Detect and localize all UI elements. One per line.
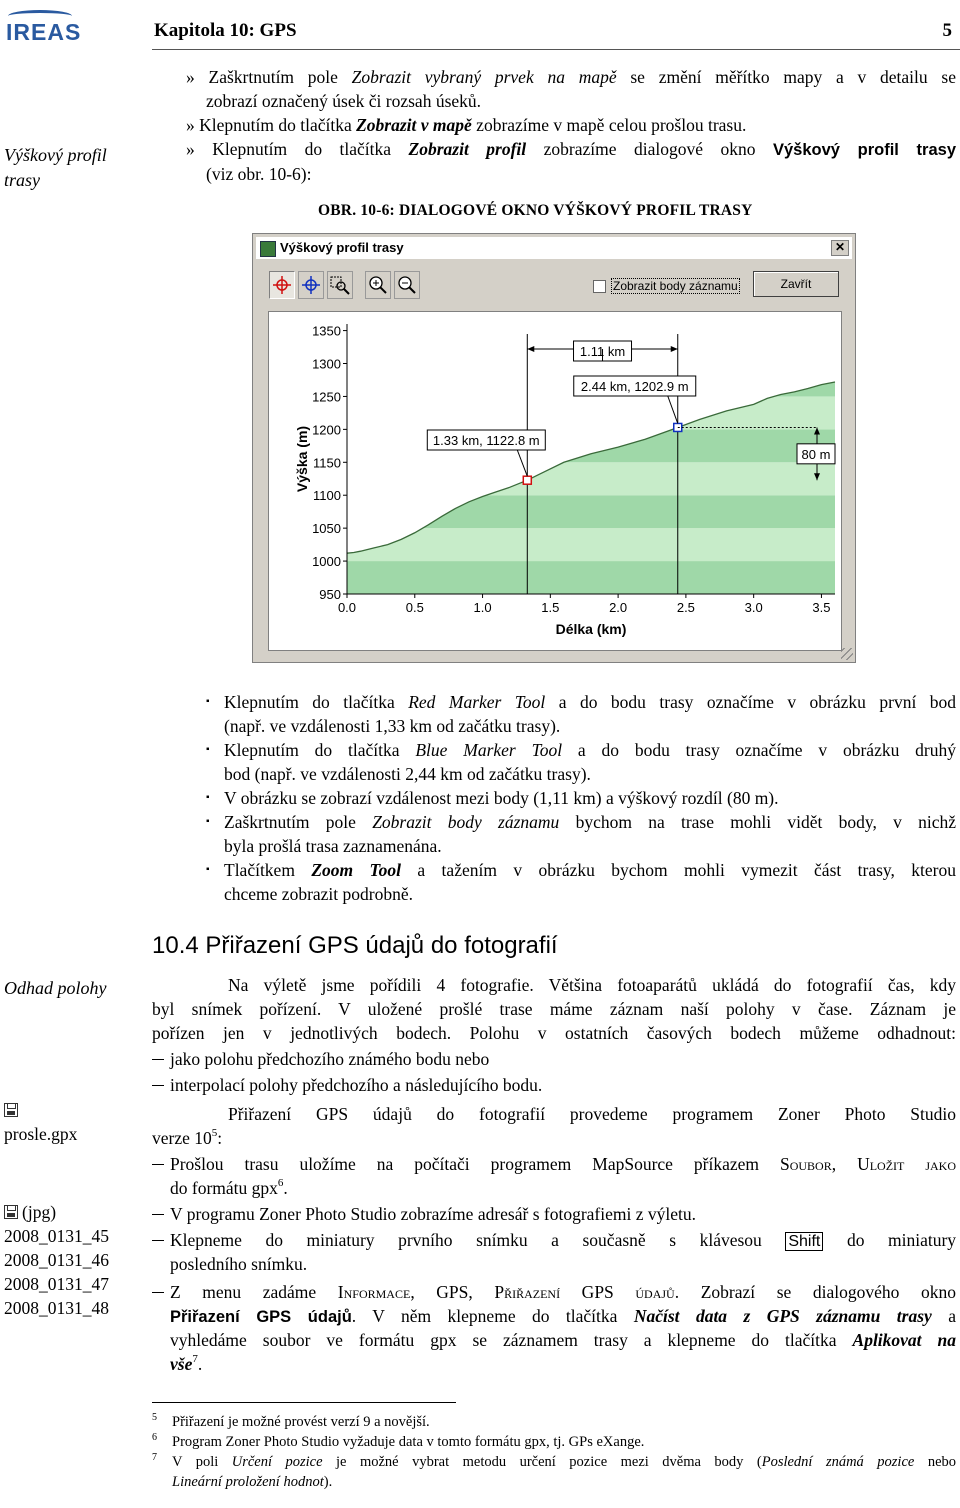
x-tick-label: 2.5 xyxy=(676,600,695,615)
intro-text: Klepnutím do tlačítka xyxy=(212,139,409,159)
step-text: do miniatury xyxy=(846,1230,957,1250)
step-text: . Zobrazí se dialogového okno xyxy=(674,1282,956,1302)
intro-text-bold: Zobrazit profil xyxy=(408,139,527,159)
red-marker-label: 1.33 km, 1122.8 m xyxy=(432,433,540,448)
x-tick-label: 1.5 xyxy=(541,600,560,615)
fn-text: nebo xyxy=(914,1454,957,1470)
dash-item: jako polohu předchozího známého bodu nebo xyxy=(170,1049,490,1069)
bullet-square-icon: ▪ xyxy=(206,696,210,707)
blue-marker-label: 2.44 km, 1202.9 m xyxy=(580,379,689,394)
ireas-logo xyxy=(6,8,82,50)
bullet-item-cont: chceme zobrazit podrobně. xyxy=(224,884,414,904)
step-text: , GPS, xyxy=(410,1282,495,1302)
paragraph-line: pořízen jen v jednotlivých bodech. Polohu v ostatních časových bodech můžeme odhadnout: xyxy=(152,1023,956,1043)
y-tick-label: 1200 xyxy=(312,422,341,438)
button-name: vše xyxy=(170,1354,193,1374)
margin-file-item: 2008_0131_47 xyxy=(4,1274,109,1294)
button-name: Aplikovat na xyxy=(852,1330,957,1350)
bullet-item-cont: bod (např. ve vzdálenosti 2,44 km od začátku trasy). xyxy=(224,764,591,784)
step-item-cont: posledního snímku. xyxy=(170,1254,308,1274)
step-text: vyhledáme soubor ve formátu gpx se záznamem trasy a klepneme do tlačítka xyxy=(170,1330,853,1350)
step-text: . xyxy=(197,1354,203,1374)
y-tick-label: 1150 xyxy=(313,455,341,471)
x-tick-label: 2.0 xyxy=(609,600,628,615)
y-tick-label: 1300 xyxy=(312,356,341,372)
dash-marker xyxy=(152,1164,164,1165)
dialog-name: Přiřazení GPS údajů xyxy=(170,1308,352,1326)
step-text: . V něm klepneme do tlačítka xyxy=(351,1306,634,1326)
button-name: Načíst data z GPS záznamu trasy xyxy=(633,1306,932,1326)
margin-note-profile xyxy=(4,143,107,193)
dash-marker xyxy=(152,1214,164,1215)
step-item xyxy=(170,1152,956,1176)
y-tick-label: 1050 xyxy=(312,521,341,537)
footnote-text: Přiřazení je možné provést verzí 9 a novější. xyxy=(172,1414,430,1430)
x-tick-label: 1.0 xyxy=(473,600,492,615)
menu-command: Soubor xyxy=(779,1154,832,1174)
intro-item xyxy=(186,113,956,137)
x-tick-label: 0.0 xyxy=(337,600,357,615)
intro-text: Zaškrtnutím pole xyxy=(208,67,352,87)
step-item-cont xyxy=(170,1176,288,1200)
paragraph-line: Na výletě jsme pořídili 4 fotografie. Většina fotoaparátů ukládá do fotografií čas, kdy xyxy=(228,975,956,995)
step-text: Z menu zadáme xyxy=(170,1282,338,1302)
raquo-symbol: » xyxy=(186,115,195,135)
intro-item xyxy=(186,137,956,162)
y-tick-label: 1100 xyxy=(313,488,341,504)
bullet-text: Klepnutím do tlačítka xyxy=(224,692,409,712)
bullet-square-icon: ▪ xyxy=(206,792,210,803)
footnote-text xyxy=(172,1452,956,1472)
footnote-ref: 7 xyxy=(192,1353,198,1365)
margin-file-label: (jpg) xyxy=(22,1202,57,1222)
footnote-number: 5 xyxy=(152,1412,157,1423)
y-tick-label: 1000 xyxy=(312,554,341,570)
intro-text: zobrazíme v mapě celou prošlou trasu. xyxy=(471,115,747,135)
bullet-text: Klepnutím do tlačítka xyxy=(224,740,416,760)
margin-file-name: prosle.gpx xyxy=(4,1124,78,1144)
bullet-text: bychom na trase mohli vidět body, v nichž xyxy=(559,812,956,832)
x-tick-label: 3.5 xyxy=(812,600,831,615)
menu-command: Informace xyxy=(337,1282,411,1302)
zoom-in-icon xyxy=(366,272,390,298)
bullet-item xyxy=(224,858,956,882)
intro-text-italic: Zobrazit vybraný prvek na mapě xyxy=(351,67,617,87)
step-text: a xyxy=(931,1306,956,1326)
intro-text: se změní měřítko mapy a v detailu se xyxy=(616,67,956,87)
raquo-symbol: » xyxy=(186,139,195,159)
zoom-tool-icon xyxy=(328,272,352,298)
elevation-band xyxy=(347,528,835,561)
intro-item xyxy=(186,65,956,89)
blue-marker-tool-button[interactable] xyxy=(298,271,324,299)
dash-marker xyxy=(152,1292,164,1293)
red-marker-tool-button[interactable] xyxy=(269,271,295,299)
bullet-item-cont: byla prošlá trasa zaznamenána. xyxy=(224,836,442,856)
bullet-item-cont: (např. ve vzdálenosti 1,33 km od začátku trasy). xyxy=(224,716,561,736)
red-marker-icon xyxy=(270,272,294,298)
intro-text-bold: Zobrazit v mapě xyxy=(356,115,472,135)
bullet-text: a tažením v obrázku bychom mohli vymezit část trasy, kterou xyxy=(401,860,956,880)
dialog-titlebar[interactable] xyxy=(256,237,852,259)
section-paragraph-1-cont xyxy=(152,997,956,1045)
dialog-title: Výškový profil trasy xyxy=(280,240,404,255)
elevation-profile-dialog xyxy=(252,233,856,663)
bullet-text-italic: Red Marker Tool xyxy=(408,692,546,712)
margin-note-line: Výškový profil xyxy=(4,145,107,165)
bullet-text-bold: Zoom Tool xyxy=(311,860,401,880)
dash-marker xyxy=(152,1085,164,1086)
zoom-in-button[interactable] xyxy=(365,271,391,299)
bullet-text: a do bodu trasy označíme v obrázku druhý xyxy=(562,740,957,760)
intro-list xyxy=(186,65,956,186)
show-points-checkbox[interactable] xyxy=(593,280,606,293)
step-item-cont xyxy=(170,1352,202,1376)
paragraph-text: : xyxy=(217,1128,223,1148)
paragraph-line: byl snímek pořízení. V uložené prošlé trase máme záznam naší polohy v čase. Záznam je xyxy=(152,999,956,1019)
raquo-symbol: » xyxy=(186,67,195,87)
margin-note-position: Odhad polohy xyxy=(4,978,107,998)
fn-text: V poli xyxy=(172,1454,232,1470)
app-icon xyxy=(260,241,276,257)
show-points-label[interactable]: Zobrazit body záznamu xyxy=(613,279,738,293)
bullet-text: Tlačítkem xyxy=(224,860,312,880)
bullet-text-italic: Blue Marker Tool xyxy=(415,740,563,760)
step-item-cont xyxy=(170,1304,956,1329)
section-paragraph-2: Přiřazení GPS údajů do fotografií provedeme programem Zoner Photo Studio xyxy=(228,1104,956,1124)
margin-file-item: 2008_0131_46 xyxy=(4,1250,109,1270)
zoom-out-button[interactable] xyxy=(394,271,420,299)
margin-file-gpx xyxy=(4,1098,77,1146)
elevation-band xyxy=(347,561,835,594)
y-tick-label: 950 xyxy=(319,587,341,602)
section-paragraph-2-cont xyxy=(152,1126,222,1150)
disk-icon xyxy=(4,1103,18,1117)
elevation-chart-frame xyxy=(268,311,842,651)
x-tick-label: 0.5 xyxy=(405,600,424,615)
fn-text: je možné vybrat metodu určení pozice mezi dvěma body ( xyxy=(322,1454,762,1470)
intro-item-cont: zobrazí označený úsek či rozsah úseků. xyxy=(206,91,482,111)
fn-text-italic: Lineární proložení hodnot xyxy=(172,1474,324,1490)
y-tick-label: 1350 xyxy=(312,323,341,339)
height-diff-label: 80 m xyxy=(801,446,831,462)
margin-note-line: trasy xyxy=(4,170,40,190)
bullet-item xyxy=(224,738,956,762)
chapter-title: Kapitola 10: GPS xyxy=(154,20,297,41)
step-text: Prošlou trasu uložíme na počítači programem MapSource příkazem xyxy=(170,1154,780,1174)
margin-file-item: 2008_0131_48 xyxy=(4,1298,109,1318)
footnote-text xyxy=(172,1472,956,1492)
bullet-text: a do bodu trasy označíme v obrázku první bod xyxy=(545,692,957,712)
bullet-item: V obrázku se zobrazí vzdálenost mezi body (1,11 km) a výškový rozdíl (80 m). xyxy=(224,788,779,808)
shift-key: Shift xyxy=(785,1232,823,1251)
menu-command: Přiřazení GPS údajů xyxy=(494,1282,675,1302)
bullet-item xyxy=(224,690,956,714)
y-tick-label: 1250 xyxy=(312,389,341,405)
step-item xyxy=(170,1280,956,1304)
logo-text: IREAS xyxy=(6,19,82,45)
header-divider xyxy=(152,49,960,50)
fn-text-italic: Určení pozice xyxy=(231,1454,323,1470)
dash-item: interpolací polohy předchozího a následujícího bodu. xyxy=(170,1075,543,1095)
step-item-cont xyxy=(170,1328,956,1352)
dash-marker xyxy=(152,1240,164,1241)
intro-text: zobrazíme dialogové okno xyxy=(526,139,773,159)
intro-item-cont: (viz obr. 10-6): xyxy=(206,164,312,184)
dash-marker xyxy=(152,1059,164,1060)
fn-text-italic: Poslední známá pozice xyxy=(761,1454,915,1470)
footnote-number: 7 xyxy=(152,1452,157,1463)
footnote-text: Program Zoner Photo Studio vyžaduje data v tomto formátu gpx, tj. GPs eXange. xyxy=(172,1434,645,1450)
distance-label: 1.11 km xyxy=(579,344,626,359)
bullet-square-icon: ▪ xyxy=(206,744,210,755)
elevation-chart[interactable] xyxy=(269,312,841,650)
close-icon[interactable]: ✕ xyxy=(831,240,849,256)
fn-text: ). xyxy=(323,1474,333,1490)
bullet-item xyxy=(224,810,956,834)
intro-text: Klepnutím do tlačítka xyxy=(199,115,357,135)
x-tick-label: 3.0 xyxy=(744,600,763,615)
menu-command: Uložit jako xyxy=(857,1154,956,1174)
blue-marker-icon xyxy=(299,272,323,298)
step-text: . xyxy=(283,1178,288,1198)
bullet-square-icon: ▪ xyxy=(206,816,210,827)
step-text: , xyxy=(831,1154,858,1174)
x-axis-label: Délka (km) xyxy=(555,621,627,637)
step-item xyxy=(170,1228,956,1254)
margin-file-item: 2008_0131_45 xyxy=(4,1226,109,1246)
close-button[interactable]: Zavřít xyxy=(753,271,839,297)
resize-grip-icon[interactable] xyxy=(841,648,853,660)
intro-text-dialog-name: Výškový profil trasy xyxy=(772,141,956,159)
bullet-text: Zaškrtnutím pole xyxy=(224,812,373,832)
y-axis-label: Výška (m) xyxy=(294,425,310,493)
section-heading: 10.4 Přiřazení GPS údajů do fotografií xyxy=(152,932,558,959)
disk-icon xyxy=(4,1205,18,1219)
footnote-divider xyxy=(152,1402,456,1403)
margin-file-jpg xyxy=(4,1200,109,1320)
zoom-out-icon xyxy=(395,272,419,298)
page-number: 5 xyxy=(942,20,952,41)
figure-caption: OBR. 10-6: DIALOGOVÉ OKNO VÝŠKOVÝ PROFIL TRASY xyxy=(318,202,753,219)
paragraph-text: verze 10 xyxy=(152,1128,212,1148)
section-paragraph-1 xyxy=(228,973,956,997)
bullet-text-italic: Zobrazit body záznamu xyxy=(372,812,560,832)
footnote-ref: 5 xyxy=(211,1127,218,1139)
footnote-ref: 6 xyxy=(277,1177,284,1189)
zoom-tool-button[interactable] xyxy=(327,271,353,299)
bullet-square-icon: ▪ xyxy=(206,864,210,875)
step-item: V programu Zoner Photo Studio zobrazíme adresář s fotografiemi z výletu. xyxy=(170,1204,696,1224)
step-text: do formátu gpx xyxy=(170,1178,278,1198)
footnote-number: 6 xyxy=(152,1432,157,1443)
step-text: Klepneme do miniatury prvního snímku a současně s klávesou xyxy=(170,1230,762,1250)
